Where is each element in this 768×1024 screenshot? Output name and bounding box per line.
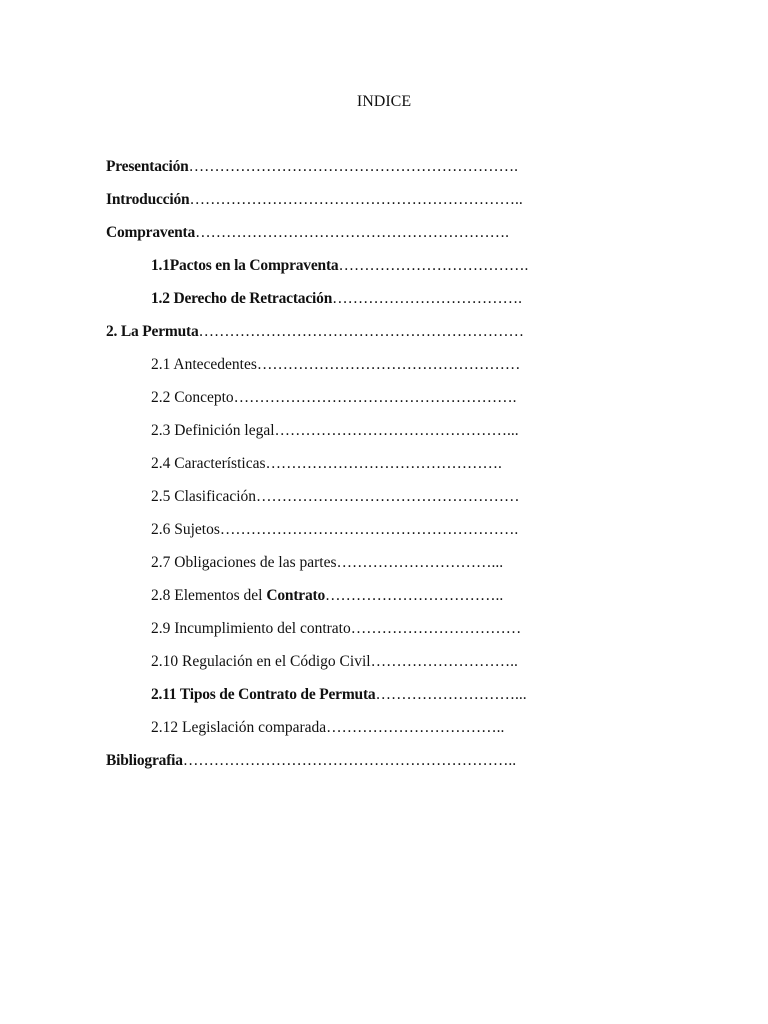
toc-entry-la-permuta [106,322,524,342]
toc-entry-label: 2.5 Clasificación [151,488,257,505]
toc-leader-dots: …………………………………………… [256,356,521,373]
toc-entry-clasificacion [151,487,520,507]
toc-leader-dots: ………………………………. [338,257,529,274]
toc-leader-dots: ………………………………………………. [233,389,517,406]
toc-entry-label: Bibliografia [106,752,183,769]
toc-entry-label: Introducción [106,191,190,208]
toc-leader-dots: …………………………………………… [256,488,520,505]
toc-leader-dots: …………………………….. [325,587,504,604]
toc-entry-label: 2.3 Definición legal [151,422,275,439]
toc-entry-pactos [151,256,528,276]
toc-leader-dots: ………………………………………... [274,422,519,439]
toc-leader-dots: …………………………………………………. [219,521,519,538]
toc-leader-dots: ………………………………. [332,290,522,307]
toc-entry-caracteristicas [151,454,502,474]
toc-leader-dots: …………………………... [336,554,504,571]
toc-entry-label: 2.12 Legislación comparada [151,719,327,736]
toc-leader-dots: ……………………….. [370,653,518,670]
toc-leader-dots: ………………………………………. [265,455,502,472]
toc-entry-derecho-retractacion [151,289,522,309]
toc-entry-bibliografia [106,751,516,771]
toc-entry-tipos-contrato [151,685,527,705]
toc-entry-label: Presentación [106,158,189,175]
toc-entry-label: 2.8 Elementos del [151,587,267,604]
toc-entry-label: 2.9 Incumplimiento del contrato [151,620,351,637]
toc-leader-dots: ……………………………………………………….. [182,752,517,769]
toc-entry-elementos-contrato [151,586,503,606]
toc-entry-label: 2.10 Regulación en el Código Civil [151,653,371,670]
toc-entry-label: 2.1 Antecedentes [151,356,257,373]
toc-entry-presentacion [106,157,518,177]
toc-leader-dots: ……………………………………………………… [198,323,525,340]
toc-entry-label: Compraventa [106,224,196,241]
toc-entry-sujetos [151,520,518,540]
toc-entry-obligaciones [151,553,503,573]
toc-leader-dots: ……………………………………………………….. [189,191,523,208]
toc-entry-incumplimiento [151,619,521,639]
toc-entry-label: 1.1Pactos en la Compraventa [151,257,339,274]
toc-entry-legislacion-comparada [151,718,504,738]
toc-entry-concepto [151,388,517,408]
toc-entry-label: 2.2 Concepto [151,389,234,406]
toc-entry-label: 2.4 Características [151,455,266,472]
toc-entry-label: 2.7 Obligaciones de las partes [151,554,337,571]
toc-entry-definicion-legal [151,421,519,441]
toc-leader-dots: …………………………….. [326,719,505,736]
toc-entry-antecedentes [151,355,520,375]
toc-entry-introduccion [106,190,523,210]
toc-leader-dots: ………………………... [375,686,527,703]
index-title: INDICE [356,93,412,110]
toc-entry-label: 2. La Permuta [106,323,199,340]
toc-leader-dots: …………………………… [350,620,522,637]
toc-entry-label: 1.2 Derecho de Retractación [151,290,333,307]
toc-leader-dots: ………………………………………………………. [188,158,518,175]
toc-entry-label: 2.6 Sujetos [151,521,220,538]
toc-leader-dots: ……………………………………………………. [195,224,509,241]
toc-entry-compraventa [106,223,509,243]
toc-entry-regulacion-codigo-civil [151,652,518,672]
toc-entry-label-bold: Contrato [266,587,326,604]
toc-entry-label: 2.11 Tipos de Contrato de Permuta [151,686,376,703]
